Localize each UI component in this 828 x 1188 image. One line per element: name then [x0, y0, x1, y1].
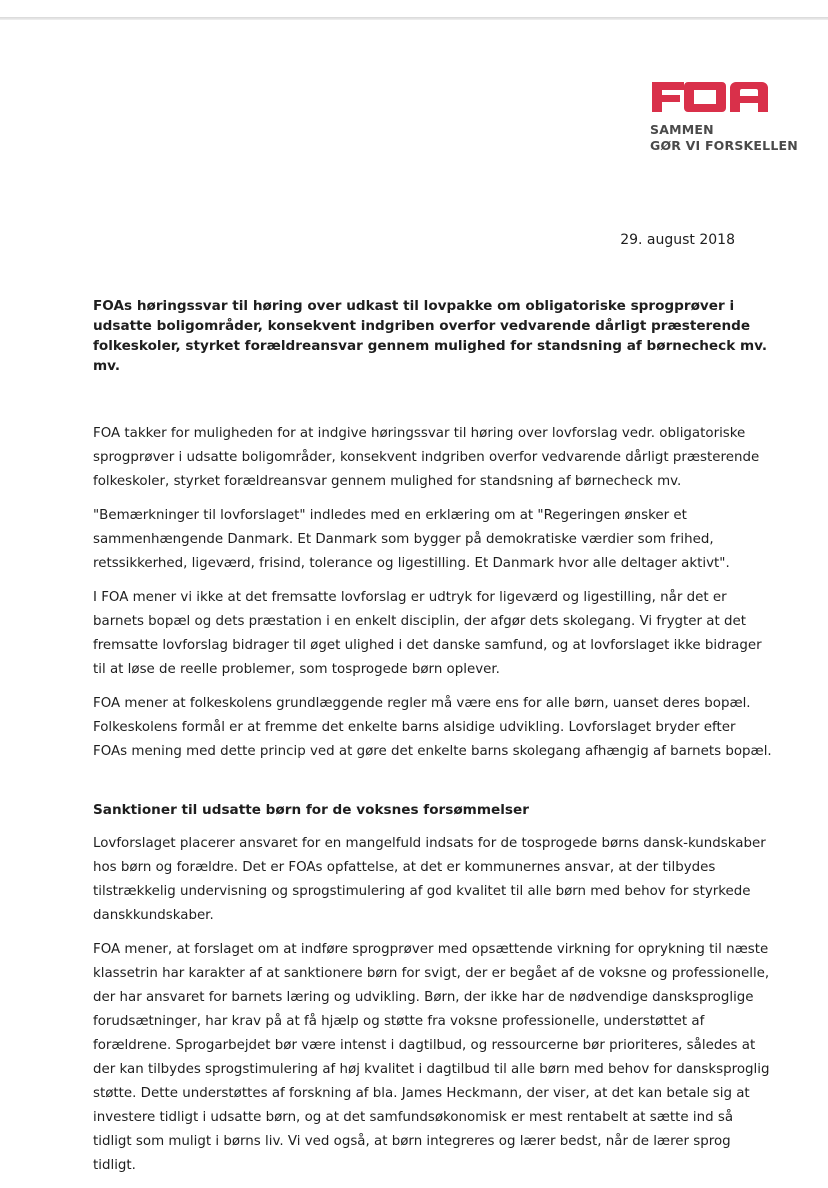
logo-tagline-line2: GØR VI FORSKELLEN — [650, 138, 798, 153]
paragraph: FOA mener, at forslaget om at indføre sprogprøver med opsættende virkning for oprykning til næste klassetrin har karakter af at sanktionere børn for svigt, der er begået af de voksne og professionelle, der har ansvaret for barnets læring og udvikling. Børn, der ikke har de nødvendige dansksproglige forudsætninger, har krav på at få hjælp og støtte fra voksne professionelle, understøttet af forældrene. Sprogarbejdet bør være intenst i dagtilbud, og ressourcerne bør prioriteres, således at der kan tilbydes sprogstimulering af høj kvalitet i dagtilbud til alle børn med behov for dansksproglig støtte. Dette understøttes af forskning af bla. James Heckmann, der viser, at det kan betale sig at investere tidligt i udsatte børn, og at det samfundsøkonomisk er mest rentabelt at sætte ind så tidligt som muligt i børns liv. Vi ved også, at børn integreres og lærer bedst, når de lærer sprog tidligt. — [93, 942, 770, 1173]
paragraph: FOA takker for muligheden for at indgive høringssvar til høring over lovforslag vedr. obligatoriske sprogprøver i udsatte boligområder, konsekvent indgriben overfor vedvarende dårligt præsterende folkeskoler, styrket forældreansvar gennem mulighed for standsning af børnecheck mv. — [93, 426, 760, 489]
letter-title: FOAs høringssvar til høring over udkast til lovpakke om obligatoriske sprogprøver i udsatte boligområder, konsekvent indgriben overfor vedvarende dårligt præsterende folkeskoler, styrket forældreansvar gennem mulighed for standsning af børnecheck mv. mv. — [93, 298, 768, 374]
section-heading: Sanktioner til udsatte børn for de voksnes forsømmelser — [93, 802, 529, 818]
logo-tagline — [650, 122, 798, 154]
paragraph: FOA mener at folkeskolens grundlæggende regler må være ens for alle børn, uanset deres bopæl. Folkeskolens formål er at fremme det enkelte barns alsidige udvikling. Lovforslaget bryder efter FOAs mening med dette princip ved at gøre det enkelte barns skolegang afhængig af barnets bopæl. — [93, 696, 772, 759]
paragraph: "Bemærkninger til lovforslaget" indledes med en erklæring om at "Regeringen ønsker et sammenhængende Danmark. Et Danmark som bygger på demokratiske værdier som frihed, retssikkerhed, ligeværd, frisind, tolerance og ligestilling. Et Danmark hvor alle deltager aktivt". — [93, 508, 730, 571]
paragraph: Lovforslaget placerer ansvaret for en mangelfuld indsats for de tosprogede børns dansk-kundskaber hos børn og forældre. Det er FOAs opfattelse, at det er kommunernes ansvar, at der tilbydes tilstrækkelig undervisning og sprogstimulering af god kvalitet til alle børn med behov for styrkede danskkundskaber. — [93, 836, 766, 923]
logo-tagline-line1: SAMMEN — [650, 122, 714, 137]
letter-body — [93, 296, 773, 1188]
foa-logo — [650, 78, 798, 154]
paragraph: I FOA mener vi ikke at det fremsatte lovforslag er udtryk for ligeværd og ligestilling, når det er barnets bopæl og dets præstation i en enkelt disciplin, der afgør dets skolegang. Vi frygter at det fremsatte lovforslag bidrager til øget ulighed i det danske samfund, og at lovforslaget ikke bidrager til at løse de reelle problemer, som tosprogede børn oplever. — [93, 590, 762, 677]
scan-edge — [0, 17, 828, 20]
letter-date: 29. august 2018 — [620, 232, 735, 248]
foa-logo-mark — [650, 78, 770, 114]
